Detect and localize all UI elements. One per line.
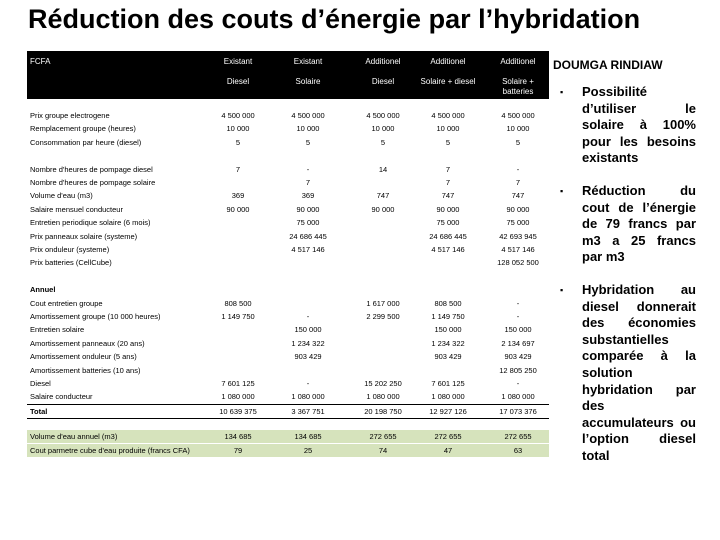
row-label: Entretien solaire (30, 325, 85, 335)
bullet-item (556, 84, 696, 167)
row-label: Nombre d'heures de pompage diesel (30, 164, 153, 174)
column-header-line2: Diesel (371, 77, 395, 86)
table-cell: 63 (513, 445, 523, 455)
column-header-line1: Existant (223, 57, 253, 66)
table-cell: 42 693 945 (499, 231, 537, 241)
table-cell: 903 429 (504, 352, 532, 362)
row-label: Amortissement onduleur (5 ans) (30, 352, 137, 362)
row-label: Cout parmetre cube d'eau produite (francs CFA) (30, 445, 190, 455)
table-cell: 5 (235, 137, 241, 147)
table-cell: 150 000 (434, 325, 462, 335)
table-cell: 12 927 126 (429, 406, 467, 416)
bullet-text: Hybridation au diesel donnerait des économies substantielles comparée à la solution hybridation par des accumulateurs ou l’option diesel total (582, 281, 696, 463)
table-cell: 1 080 000 (291, 392, 325, 402)
table-cell: 128 052 500 (497, 258, 539, 268)
table-cell: 90 000 (436, 204, 460, 214)
table-cell: 14 (378, 164, 388, 174)
table-cell: - (306, 164, 310, 174)
row-label: Volume d'eau annuel (m3) (30, 432, 118, 442)
row-label: Prix onduleur (systeme) (30, 245, 110, 254)
table-cell: 90 000 (371, 204, 395, 214)
bullet-item (556, 282, 696, 465)
table-cell: 134 685 (294, 432, 322, 442)
table-row (27, 243, 549, 256)
table-cell: 903 429 (434, 352, 462, 362)
table-row (27, 122, 549, 135)
row-label: Total (30, 406, 48, 416)
table-cell: 150 000 (294, 325, 322, 335)
table-cell: 2 134 697 (501, 338, 535, 348)
row-label: Cout entretien groupe (30, 298, 103, 308)
table-cell: 90 000 (226, 204, 250, 214)
table-cell: 808 500 (434, 298, 462, 308)
table-row (27, 377, 549, 390)
table-row (27, 283, 549, 296)
table-row (27, 297, 549, 310)
bullet-text: Possibilité d’utiliser le solaire à 100% pour les besoins existants (582, 84, 696, 166)
table-row (27, 364, 549, 377)
table-cell: 25 (303, 445, 313, 455)
row-label: Nombre d'heures de pompage solaire (30, 178, 156, 187)
row-label: Diesel (30, 379, 51, 388)
column-header-line1: Additionel (430, 57, 466, 66)
table-cell: 369 (231, 191, 245, 201)
table-cell: 903 429 (294, 352, 322, 362)
table-cell: 272 655 (434, 432, 462, 442)
table-row (27, 216, 549, 229)
table-cell: 1 080 000 (501, 392, 535, 402)
table-cell: - (516, 379, 520, 388)
row-label: Amortissement groupe (10 000 heures) (30, 312, 161, 321)
table-row (27, 163, 549, 176)
table-row (27, 149, 549, 162)
table-row (27, 430, 549, 443)
column-header-line2: Solaire + diesel (420, 77, 476, 86)
table-cell: 4 500 000 (366, 111, 400, 120)
table-cell: 369 (301, 191, 315, 201)
table-cell: 4 517 146 (291, 245, 325, 254)
table-cell: 5 (305, 137, 311, 147)
table-cell: 1 234 322 (291, 338, 325, 348)
table-cell: 1 617 000 (366, 298, 400, 308)
table-row (27, 390, 549, 403)
table-cell: 150 000 (504, 325, 532, 335)
table-cell: 20 198 750 (364, 406, 402, 416)
table-cell: 75 000 (506, 218, 530, 228)
table-row (27, 310, 549, 323)
table-row (27, 256, 549, 269)
table-row (27, 136, 549, 149)
row-label: Amortissement batteries (10 ans) (30, 365, 141, 375)
table-cell: 90 000 (296, 204, 320, 214)
column-header-line1: Existant (293, 57, 323, 66)
table-row (27, 176, 549, 189)
table-row (27, 404, 549, 419)
table-cell: 747 (511, 191, 525, 201)
column-header-line2: Diesel (226, 77, 250, 86)
table-cell: 12 805 250 (499, 365, 537, 375)
table-cell: 4 517 146 (431, 245, 465, 254)
table-row (27, 337, 549, 350)
bullet-item (556, 183, 696, 266)
row-label: Consommation par heure (diesel) (30, 137, 142, 147)
table-cell: 272 655 (504, 432, 532, 442)
table-row (27, 230, 549, 243)
table-cell: 15 202 250 (364, 379, 402, 388)
table-cell: 75 000 (296, 218, 320, 228)
table-cell: 4 500 000 (431, 111, 465, 120)
table-cell: 7 (235, 164, 241, 174)
table-cell: 7 (445, 178, 451, 187)
table-cell: 10 000 (436, 124, 460, 134)
table-cell: - (516, 312, 520, 321)
table-cell: 5 (515, 137, 521, 147)
table-cell: 7 601 125 (431, 379, 465, 388)
row-label: Amortissement panneaux (20 ans) (30, 338, 145, 348)
table-cell: 74 (378, 445, 388, 455)
table-cell: 10 000 (226, 124, 250, 134)
column-header-line2: Solaire + batteries (502, 77, 534, 96)
table-cell: 10 639 375 (219, 406, 257, 416)
row-label: Entretien periodique solaire (6 mois) (30, 218, 151, 228)
row-label: Prix batteries (CellCube) (30, 258, 112, 268)
table-cell: 7 (305, 178, 311, 187)
table-cell: - (516, 164, 520, 174)
bullet-square-icon: ▪ (560, 87, 564, 97)
row-label: Salaire mensuel conducteur (30, 204, 123, 214)
table-cell: 47 (443, 445, 453, 455)
table-row (27, 203, 549, 216)
row-label: Salaire conducteur (30, 392, 93, 402)
bullet-square-icon: ▪ (560, 284, 564, 295)
table-row (27, 323, 549, 336)
bullet-square-icon: ▪ (560, 185, 564, 196)
table-cell: 17 073 376 (499, 406, 537, 416)
table-cell: 4 500 000 (291, 111, 325, 120)
table-cell: 5 (380, 137, 386, 147)
table-cell: 808 500 (224, 298, 252, 308)
row-label: Remplacement groupe (heures) (30, 124, 136, 134)
table-cell: 134 685 (224, 432, 252, 442)
table-cell: 4 500 000 (221, 111, 255, 120)
table-cell: 1 080 000 (221, 392, 255, 402)
row-label: Prix panneaux solaire (systeme) (30, 231, 138, 241)
table-cell: 10 000 (506, 124, 530, 134)
table-cell: 3 367 751 (291, 406, 325, 416)
table-cell: 7 (445, 164, 451, 174)
table-cell: 79 (233, 445, 243, 455)
table-cell: 24 686 445 (289, 231, 327, 241)
table-cell: 2 299 500 (366, 312, 400, 321)
table-cell: 1 080 000 (366, 392, 400, 402)
table-cell: 1 080 000 (431, 392, 465, 402)
column-header-line1: Additionel (500, 57, 536, 66)
table-cell: 10 000 (371, 124, 395, 134)
slide-title: Réduction des couts d’énergie par l’hybridation (28, 4, 641, 34)
cost-table (27, 51, 549, 455)
row-label: Volume d'eau (m3) (30, 191, 93, 201)
row-label: Annuel (30, 285, 56, 295)
table-cell: 1 149 750 (431, 312, 465, 321)
table-cell: - (306, 312, 310, 321)
table-cell: 4 517 146 (501, 245, 535, 254)
table-cell: 272 655 (369, 432, 397, 442)
table-cell: 7 601 125 (221, 379, 255, 388)
table-header (27, 51, 549, 99)
table-cell: - (306, 379, 310, 388)
table-row (27, 444, 549, 457)
table-cell: 7 (515, 178, 521, 187)
table-cell: 90 000 (506, 204, 530, 214)
header-corner: FCFA (30, 57, 51, 66)
table-cell: - (516, 298, 520, 308)
table-cell: 1 234 322 (431, 338, 465, 348)
column-header-line1: Additionel (365, 57, 401, 66)
table-cell: 1 149 750 (221, 312, 255, 321)
table-cell: 24 686 445 (429, 231, 467, 241)
table-row (27, 350, 549, 363)
author-name: DOUMGA RINDIAW (553, 58, 663, 72)
bullet-list (556, 84, 696, 480)
table-cell: 75 000 (436, 218, 460, 228)
table-cell: 5 (445, 137, 451, 147)
table-cell: 747 (441, 191, 455, 201)
table-row (27, 270, 549, 283)
table-cell: 4 500 000 (501, 111, 535, 120)
table-row (27, 189, 549, 202)
row-label: Prix groupe electrogene (30, 111, 110, 120)
bullet-text: Réduction du cout de l’énergie de 79 francs par m3 a 25 francs par m3 (582, 182, 696, 265)
table-row (27, 109, 549, 122)
column-header-line2: Solaire (295, 77, 321, 86)
table-cell: 747 (376, 191, 390, 201)
table-cell: 10 000 (296, 124, 320, 134)
